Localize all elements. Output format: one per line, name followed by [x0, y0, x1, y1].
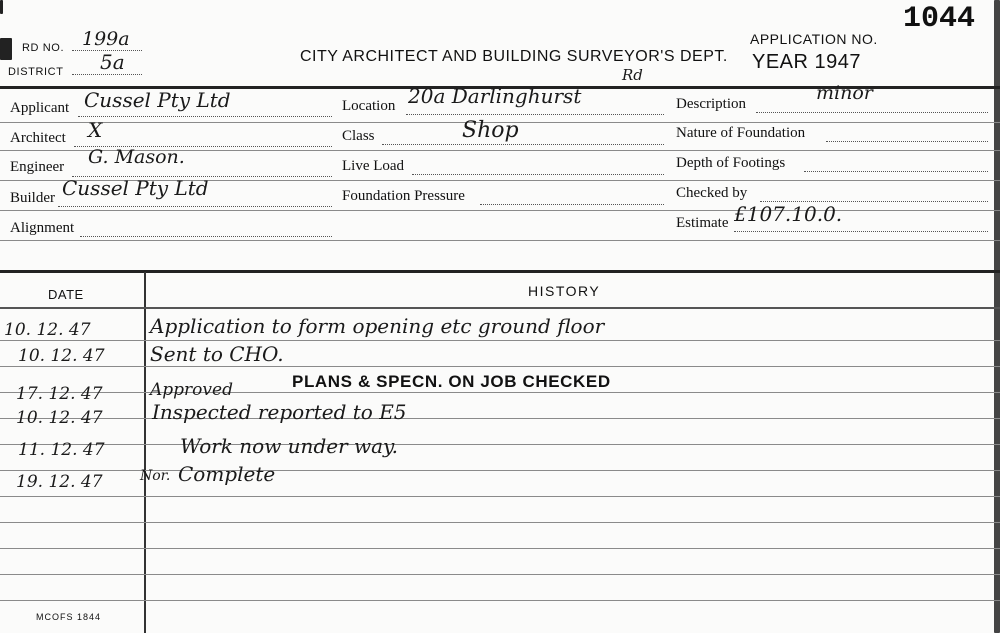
description-value: minor — [816, 82, 873, 104]
application-number: 1044 — [903, 2, 976, 36]
history-date: 19. 12. 47 — [16, 472, 103, 492]
scan-artifact — [994, 0, 1000, 633]
year-label: YEAR 1947 — [752, 51, 862, 73]
scan-artifact — [0, 38, 12, 60]
plans-checked-stamp: PLANS & SPECN. ON JOB CHECKED — [292, 372, 611, 391]
builder-value: Cussel Pty Ltd — [62, 176, 209, 200]
estimate-label: Estimate — [676, 215, 729, 231]
history-date: 11. 12. 47 — [18, 440, 105, 460]
history-date: 10. 12. 47 — [18, 346, 105, 366]
applicant-label: Applicant — [10, 100, 70, 116]
history-date: 17. 12. 47 — [16, 384, 103, 404]
date-column-divider — [144, 272, 146, 633]
scan-artifact — [0, 0, 3, 14]
form-code: MCOFS 1844 — [36, 612, 102, 622]
architect-label: Architect — [10, 130, 66, 146]
estimate-value: £107.10.0. — [734, 202, 843, 226]
history-entry: Inspected reported to E5 — [152, 400, 407, 424]
history-date: 10. 12. 47 — [16, 408, 103, 428]
alignment-label: Alignment — [10, 220, 75, 236]
description-label: Description — [676, 96, 746, 112]
history-header: HISTORY — [528, 283, 601, 299]
application-label: APPLICATION NO. — [750, 31, 878, 47]
live-load-label: Live Load — [342, 158, 405, 174]
engineer-value: G. Mason. — [88, 146, 185, 168]
architect-value: X — [88, 118, 103, 142]
history-entry: Work now under way. — [180, 434, 399, 458]
builder-label: Builder — [10, 190, 55, 206]
date-header: DATE — [48, 287, 84, 302]
nature-of-foundation-label: Nature of Foundation — [676, 125, 806, 141]
history-date: 10. 12. 47 — [4, 320, 91, 340]
location-label: Location — [342, 98, 396, 114]
district-label: DISTRICT — [8, 66, 64, 78]
location-value: 20a Darlinghurst — [408, 84, 582, 108]
history-top-border — [0, 270, 1000, 273]
applicant-value: Cussel Pty Ltd — [84, 88, 231, 112]
ward-value: 199a — [82, 28, 130, 50]
history-entry: Application to form opening etc ground floor — [150, 314, 605, 338]
engineer-label: Engineer — [10, 159, 65, 175]
history-entry: Complete — [178, 462, 276, 486]
location-suffix: Rd — [622, 66, 643, 84]
class-label: Class — [342, 128, 375, 144]
class-value: Shop — [462, 118, 519, 143]
ward-label: RD NO. — [22, 42, 65, 54]
depth-of-footings-label: Depth of Footings — [676, 155, 786, 171]
checked-by-label: Checked by — [676, 185, 748, 201]
foundation-pressure-label: Foundation Pressure — [342, 188, 465, 204]
department-title: CITY ARCHITECT AND BUILDING SURVEYOR'S DEPT. — [300, 48, 728, 65]
history-entry-prefix: Nor. — [140, 468, 171, 484]
history-entry: Approved — [150, 380, 233, 400]
history-entry: Sent to CHO. — [150, 342, 284, 366]
district-value: 5a — [100, 50, 125, 74]
